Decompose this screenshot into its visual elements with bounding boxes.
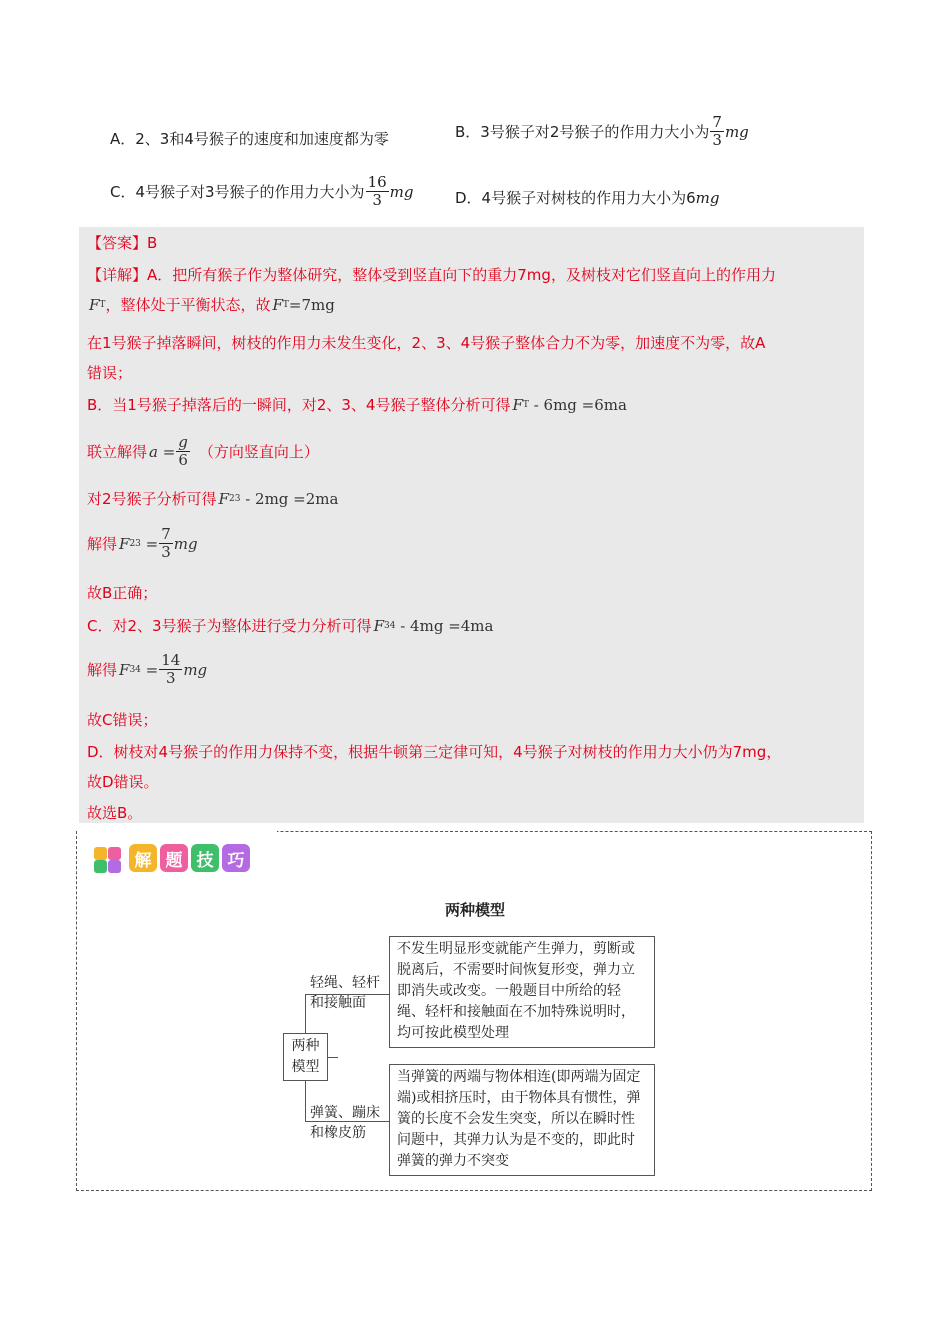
option-a-text: A．2、3和4号猴子的速度和加速度都为零 (110, 130, 389, 148)
tips-badge-char-4: 巧 (222, 844, 250, 872)
formula-b-equation: F T - 6mg =6ma (512, 395, 627, 414)
answer-line-13: D．树枝对4号猴子的作用力保持不变，根据牛顿第三定律可知，4号猴子对树枝的作用力大小仍为7mg， (87, 743, 782, 761)
formula-acceleration: a = $\frac{g}{6}$ (149, 433, 188, 469)
branch-top-label: 轻绳、轻杆和接触面 (310, 975, 380, 1011)
answer-line-9: 故B正确； (87, 584, 158, 602)
option-c-fraction (366, 174, 389, 209)
connector-vertical (305, 994, 306, 1033)
option-b-unit: mg (724, 122, 749, 141)
option-d (455, 187, 719, 208)
answer-detail-text-1: 【详解】A．把所有猴子作为整体研究，整体受到竖直向下的重力7mg，及树枝对它们竖直向上的作用力 (87, 266, 776, 284)
formula-f34-result: F 34 = $\frac{14}{3}$ mg (119, 651, 208, 687)
option-c-text: C．4号猴子对3号猴子的作用力大小为 (110, 183, 365, 201)
answer-line-10: C．对2、3号猴子为整体进行受力分析可得 F 34 - 4mg =4ma (87, 616, 494, 635)
option-c-denominator: 3 (372, 191, 382, 209)
connector-vertical-lower (305, 1081, 306, 1121)
tips-badge (92, 843, 250, 873)
answer-line-15: 故选B。 (87, 804, 143, 822)
answer-detail-line-1 (87, 264, 776, 285)
answer-line-6: 联立解得 a = $\frac{g}{6}$ （方向竖直向上） (87, 433, 319, 469)
answer-detail-line-2 (87, 294, 335, 315)
tips-badge-char-2: 题 (160, 844, 188, 872)
option-b-text: B．3号猴子对2号猴子的作用力大小为 (455, 123, 710, 141)
formula-f23-equation: F 23 - 2mg =2ma (218, 489, 339, 508)
option-a (110, 128, 389, 149)
branch-top-box: 不发生明显形变就能产生弹力，剪断或脱离后，不需要时间恢复形变，弹力立即消失或改变。一般题目中所给的轻绳、轻杆和接触面在不加特殊说明时，均可按此模型处理 (389, 936, 655, 1048)
formula-ft-equation: F T =7mg (272, 295, 335, 314)
answer-line-12: 故C错误； (87, 711, 158, 729)
option-b-numerator: 7 (712, 113, 722, 131)
option-c (110, 174, 413, 209)
answer-label (87, 232, 157, 253)
answer-line-11: 解得 F 34 = $\frac{14}{3}$ mg (87, 651, 208, 687)
answer-line-14: 故D错误。 (87, 773, 159, 791)
branch-bottom-label: 弹簧、蹦床和橡皮筋 (310, 1105, 380, 1141)
answer-line-5: B．当1号猴子掉落后的一瞬间，对2、3、4号猴子整体分析可得 F T - 6mg =6ma (87, 395, 627, 414)
formula-f23-result: F 23 = $\frac{7}{3}$ mg (119, 525, 198, 561)
answer-line-4: 错误； (87, 364, 133, 382)
answer-line-8: 解得 F 23 = $\frac{7}{3}$ mg (87, 525, 198, 561)
puzzle-icon (92, 843, 126, 873)
formula-f34-equation: F 34 - 4mg =4ma (373, 616, 494, 635)
answer-label-text: 【答案】B (87, 234, 158, 252)
option-d-text: D．4号猴子对树枝的作用力大小为6 (455, 189, 696, 207)
diagram-root-box: 两种模型 (283, 1033, 328, 1081)
tips-badge-char-3: 技 (191, 844, 219, 872)
tips-box-gap (77, 827, 277, 835)
answer-panel (79, 227, 864, 823)
formula-ft-label: F T (89, 295, 106, 314)
answer-line-7: 对2号猴子分析可得 F 23 - 2mg =2ma (87, 489, 339, 508)
option-d-unit: mg (695, 188, 720, 207)
option-b (455, 114, 749, 149)
tips-badge-char-1: 解 (129, 844, 157, 872)
option-c-unit: mg (389, 182, 414, 201)
option-b-fraction (710, 114, 724, 149)
connector-root (328, 1057, 338, 1058)
branch-bottom-box: 当弹簧的两端与物体相连(即两端为固定端)或相挤压时，由于物体具有惯性，弹簧的长度不会发生突变，所以在瞬时性问题中，其弹力认为是不变的，即此时弹簧的弹力不突变 (389, 1064, 655, 1176)
diagram-title: 两种模型 (444, 901, 505, 919)
answer-line-3: 在1号猴子掉落瞬间，树枝的作用力未发生变化，2、3、4号猴子整体合力不为零，加速度不为零，故A (87, 334, 766, 352)
option-b-denominator: 3 (712, 131, 722, 149)
answer-detail-text-2: ，整体处于平衡状态，故 (105, 296, 271, 314)
option-c-numerator: 16 (367, 173, 387, 191)
